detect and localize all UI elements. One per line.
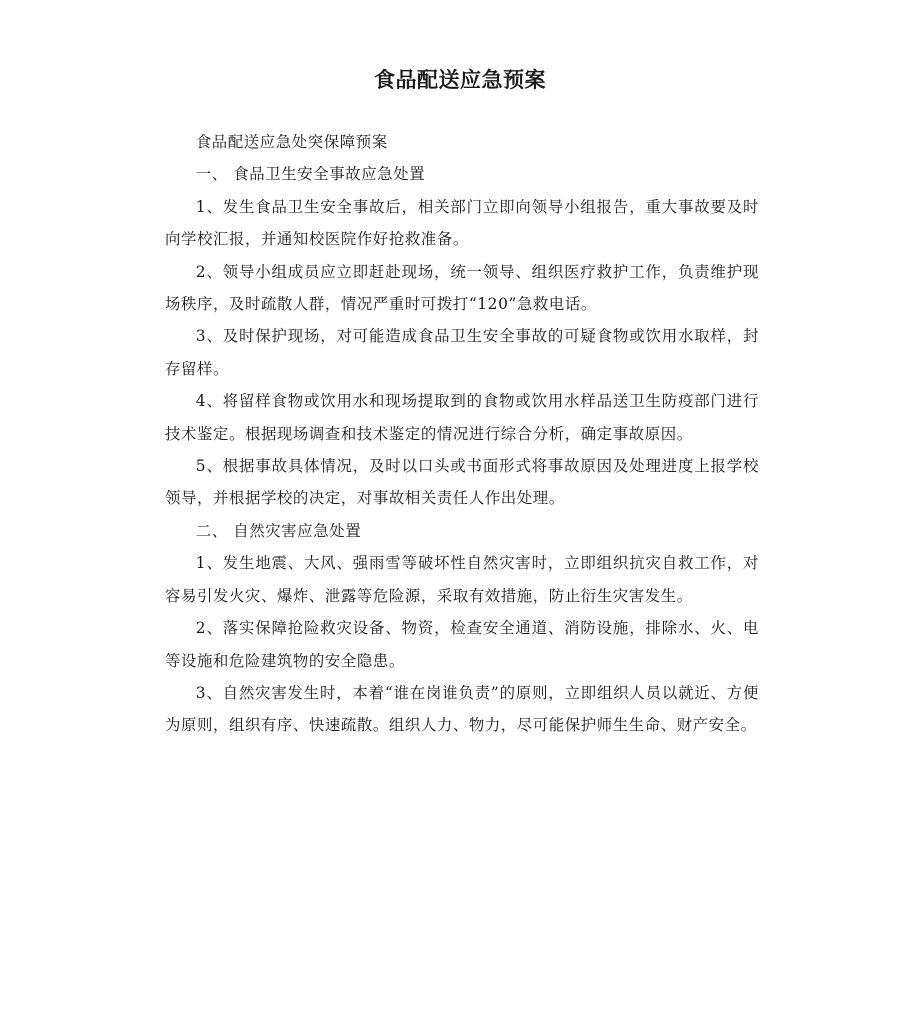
document-title: 食品配送应急预案 xyxy=(374,68,546,92)
body-paragraph: 1、发生食品卫生安全事故后，相关部门立即向领导小组报告，重大事故要及时向学校汇报，并通知校医院作好抢救准备。 xyxy=(165,197,759,249)
body-paragraph: 2、落实保障抢险救灾设备、物资，检查安全通道、消防设施，排除水、火、电等设施和危险建筑物的安全隐患。 xyxy=(165,619,759,670)
body-paragraph: 3、及时保护现场，对可能造成食品卫生安全事故的可疑食物或饮用水取样，封存留样。 xyxy=(165,327,759,378)
body-paragraph: 1、发生地震、大风、强雨雪等破坏性自然灾害时，立即组织抗灾自救工作，对容易引发火灾、爆炸、泄露等危险源，采取有效措施，防止衍生灾害发生。 xyxy=(165,554,759,605)
body-paragraph: 5、根据事故具体情况，及时以口头或书面形式将事故原因及处理进度上报学校领导，并根据学校的决定，对事故相关责任人作出处理。 xyxy=(165,457,759,508)
body-subtitle: 食品配送应急处突保障预案 xyxy=(195,133,388,151)
document-body xyxy=(165,126,759,742)
body-paragraph: 4、将留样食物或饮用水和现场提取到的食物或饮用水样品送卫生防疫部门进行技术鉴定。根据现场调查和技术鉴定的情况进行综合分析，确定事故原因。 xyxy=(165,392,759,443)
body-paragraph: 2、领导小组成员应立即赶赴现场，统一领导、组织医疗救护工作，负责维护现场秩序，及时疏散人群，情况严重时可拨打“120”急救电话。 xyxy=(165,262,759,314)
body-paragraph: 3、自然灾害发生时，本着“谁在岗谁负责”的原则，立即组织人员以就近、方便为原则，组织有序、快速疏散。组织人力、物力，尽可能保护师生生命、财产安全。 xyxy=(165,683,759,735)
section-heading-natural-disaster: 二、 自然灾害应急处置 xyxy=(195,521,362,540)
section-heading-food-safety: 一、 食品卫生安全事故应急处置 xyxy=(195,165,426,184)
